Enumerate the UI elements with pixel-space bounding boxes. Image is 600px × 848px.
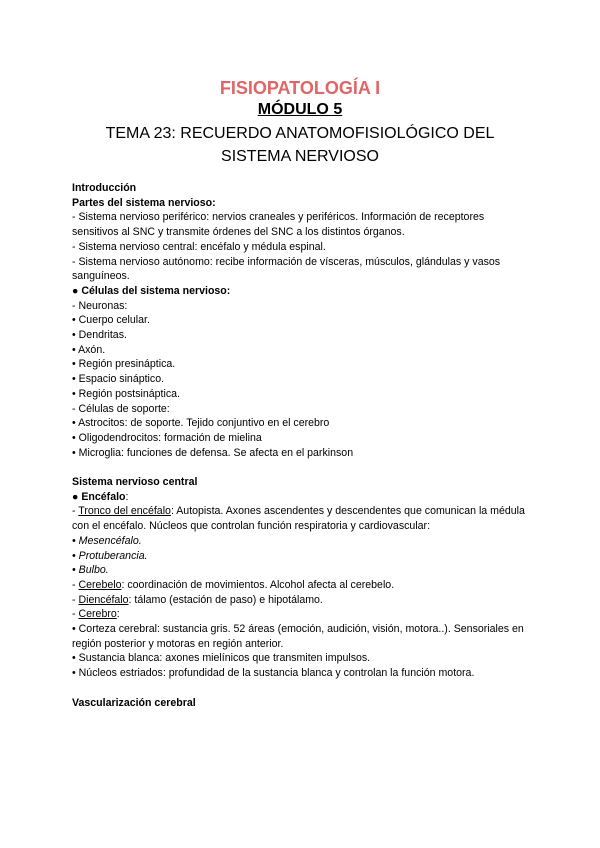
diencefalo-text: : tálamo (estación de paso) e hipotálamo. <box>128 593 323 606</box>
cerebro-line <box>72 607 532 622</box>
cell-item: - Neuronas: <box>72 299 128 312</box>
course-title: FISIOPATOLOGÍA I <box>219 78 381 98</box>
cell-item: • Axón. <box>72 343 106 356</box>
sustancia-blanca-item: • Sustancia blanca: axones mielínicos que transmiten impulsos. <box>72 652 371 665</box>
cell-item: • Astrocitos: de soporte. Tejido conjuntivo en el cerebro <box>72 417 330 430</box>
tronco-line <box>72 504 532 533</box>
topic-title <box>0 122 600 168</box>
cell-item: • Oligodendrocitos: formación de mielina <box>72 431 262 444</box>
tronco-label: Tronco del encéfalo <box>78 505 171 518</box>
cell-item: • Cuerpo celular. <box>72 314 150 327</box>
dash: - <box>72 608 79 621</box>
encefalo-label: Encéfalo <box>81 490 126 503</box>
dash: - <box>72 593 79 606</box>
spacer <box>72 460 532 475</box>
cell-item: • Microglia: funciones de defensa. Se afecta en el parkinson <box>72 446 354 459</box>
encefalo-line <box>72 490 532 505</box>
diencefalo-line <box>72 593 532 608</box>
bulbo-item: • Bulbo. <box>72 564 109 577</box>
vasc-heading: Vascularización cerebral <box>72 696 196 709</box>
module-title: MÓDULO 5 <box>257 101 343 118</box>
cell-item: • Espacio sináptico. <box>72 373 165 386</box>
colon: : <box>125 490 129 503</box>
cerebro-label: Cerebro <box>78 608 117 621</box>
dash: - <box>72 505 79 518</box>
cerebro-text: : <box>116 608 120 621</box>
nucleos-item: • Núcleos estriados: profundidad de la sustancia blanca y controlan la función motora. <box>72 667 475 680</box>
cell-item: • Región presináptica. <box>72 358 176 371</box>
cell-item: • Dendritas. <box>72 329 127 342</box>
document-body <box>72 181 532 710</box>
dash: - <box>72 578 79 591</box>
peripheral-nervous-system: - Sistema nervioso periférico: nervios craneales y periféricos. Información de receptores sensitivos al SNC y transmite órdenes del SNC a los distintos órganos. <box>72 211 485 239</box>
parts-heading: Partes del sistema nervioso: <box>72 196 216 209</box>
snc-heading: Sistema nervioso central <box>72 476 198 489</box>
protuberancia-item: • Protuberancia. <box>72 549 148 562</box>
autonomic-nervous-system: - Sistema nervioso autónomo: recibe información de vísceras, músculos, glándulas y vasos sanguíneos. <box>72 255 501 283</box>
topic-title-line-2: SISTEMA NERVIOSO <box>221 148 379 165</box>
corteza-item: • Corteza cerebral: sustancia gris. 52 áreas (emoción, audición, visión, motora..). Sensoriales en región posterior y motoras en región anterior. <box>72 623 524 650</box>
cerebelo-label: Cerebelo <box>78 578 122 591</box>
mesencefalo-item: • Mesencéfalo. <box>72 534 142 547</box>
central-nervous-system: - Sistema nervioso central: encéfalo y médula espinal. <box>72 240 326 253</box>
cells-heading: ● Células del sistema nervioso: <box>72 284 231 297</box>
cell-item: • Región postsináptica. <box>72 387 180 400</box>
tronco-text: : Autopista. Axones ascendentes y descendentes que comunican la médula con el encéfalo. Núcleos que controlan función respiratoria y cardiovascular: <box>72 505 525 533</box>
cerebelo-text: : coordinación de movimientos. Alcohol afecta al cerebelo. <box>121 578 395 591</box>
spacer <box>72 681 532 696</box>
cell-item: - Células de soporte: <box>72 402 170 415</box>
intro-heading: Introducción <box>72 182 137 194</box>
cerebelo-line <box>72 578 532 593</box>
bullet: ● <box>72 490 82 503</box>
diencefalo-label: Diencéfalo <box>78 593 129 606</box>
topic-title-line-1: TEMA 23: RECUERDO ANATOMOFISIOLÓGICO DEL <box>105 125 495 142</box>
